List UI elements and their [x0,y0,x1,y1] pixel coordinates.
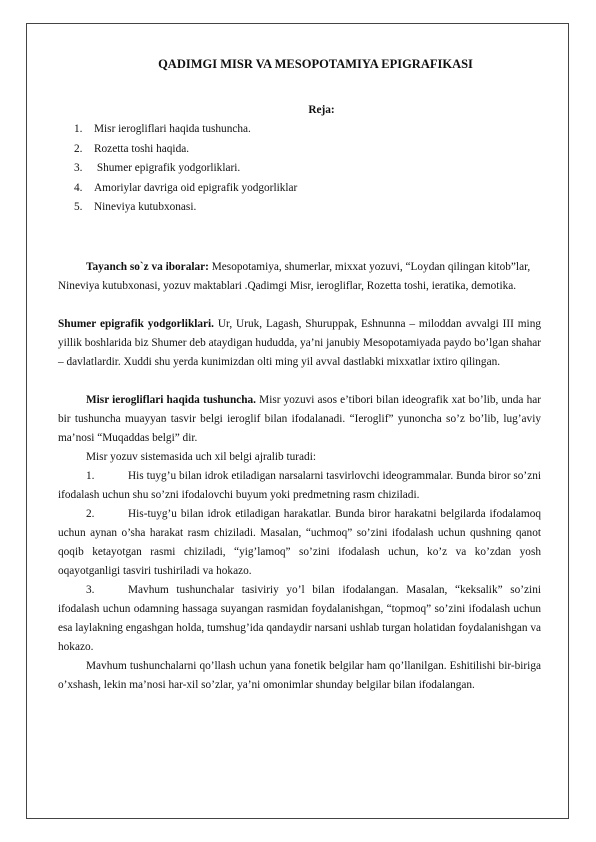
hieroglyphs-text: Misr yozuvi asos e’tibori bilan ideografik xat bo’lib, unda har bir tushuncha muayyan tasvir belgi ieroglif bilan ifodalanadi. “Ieroglif” yunoncha so’z bo’lib, lug’aviy ma’nosi “Muqaddas belgi” dir. [58,393,542,444]
plan-item-number: 5. [74,201,83,214]
plan-item-number: 4. [74,181,83,194]
plan-item-number: 2. [74,142,83,155]
closing-paragraph: Mavhum tushunchalarni qo’llash uchun yana fonetik belgilar ham qo’llanilgan. Eshitilishi bir-biriga o’xshash, lekin ma’nosi har-xil so’zlar, ya’ni omonimlar shunday belgilar bilan ifodalangan. [58,659,541,691]
keywords-paragraph [58,258,541,296]
plan-item-text: Shumer epigrafik yodgorliklari. [94,162,241,175]
plan-item-text: Nineviya kutubxonasi. [94,201,197,214]
plan-item [58,159,541,179]
plan-item [58,198,541,218]
hieroglyphs-paragraph [58,391,541,448]
sumer-paragraph [58,315,541,372]
plan-item-number: 1. [74,123,83,135]
writing-types-intro: Misr yozuv sistemasida uch xil belgi ajralib turadi: [86,450,316,463]
writing-type-text: His-tuyg’u bilan idrok etiladigan harakatlar. Bunda biror harakatni belgilarda ifodalamoq uchun aynan o’sha harakat rasm chiziladi. Masalan, “uchmoq” so’zini ifodalash uchun qushning qanot qoqib ketayotgan rasmi chiziladi, “yig’lamoq” so’zini ifodalash uchun, ko’z va ko’zdan yosh oqayotganligi tasviri tushiriladi va hokazo. [58,507,541,577]
writing-type-number: 2. [86,507,95,520]
writing-type-text: Mavhum tushunchalar tasiviriy yo’l bilan ifodalangan. Masalan, “keksalik” so’zini ifodalash uchun odamning hassaga suyangan rasmidan foydalanishgan, “topmoq” so’zini ifodalash uchun esa laylakning engashgan holda, tumshug’ida qandaydir narsani ushlab turgan holatidan foydalanishgan va hokazo. [58,583,541,653]
plan-item [58,120,541,140]
writing-type-number: 3. [86,583,95,596]
plan-item-text: Rozetta toshi haqida. [94,142,190,155]
keywords-text: Mesopotamiya, shumerlar, mixxat yozuvi, “Loydan qilingan kitob”lar, Nineviya kutubxonasi, yozuv maktablari .Qadimgi Misr, ierogliflar, Rozetta toshi, ieratika, demotika. [58,260,531,292]
sumer-text: Ur, Uruk, Lagash, Shuruppak, Eshnunna – miloddan avvalgi III ming yillik boshlarida biz Shumer deb ataydigan hududda, ya’ni janubiy Mesopotamiyada paydo bo’lgan shahar – davlatlardir. Xuddi shu yerda kunimizdan olti ming yil avval dastlabki mixxatlar ixtiro qilingan. [58,317,541,368]
writing-type-text: His tuyg’u bilan idrok etiladigan narsalarni tasvirlovchi ideogrammalar. Bunda biror so’zni ifodalash uchun shu so’zni ifodalovchi buyum yoki predmetning rasm chiziladi. [58,469,541,501]
plan-item-text: Misr ierogliflari haqida tushuncha. [94,123,251,135]
sumer-label: Shumer epigrafik yodgorliklari. [58,317,214,330]
plan-item-text: Amoriylar davriga oid epigrafik yodgorliklar [94,181,298,194]
writing-type-item [58,581,541,657]
document-title: QADIMGI MISR VA MESOPOTAMIYA EPIGRAFIKASI [158,57,473,71]
plan-item [58,179,541,199]
hieroglyphs-label: Misr ierogliflari haqida tushuncha. [86,393,257,406]
writing-type-number: 1. [86,469,95,482]
plan-list [58,120,541,218]
writing-type-item [58,467,541,505]
plan-heading: Reja: [308,104,335,116]
document-body [58,55,541,695]
writing-type-item [58,505,541,581]
plan-item [58,140,541,160]
keywords-label: Tayanch so`z va iboralar: [86,260,209,273]
plan-item-number: 3. [74,162,83,175]
